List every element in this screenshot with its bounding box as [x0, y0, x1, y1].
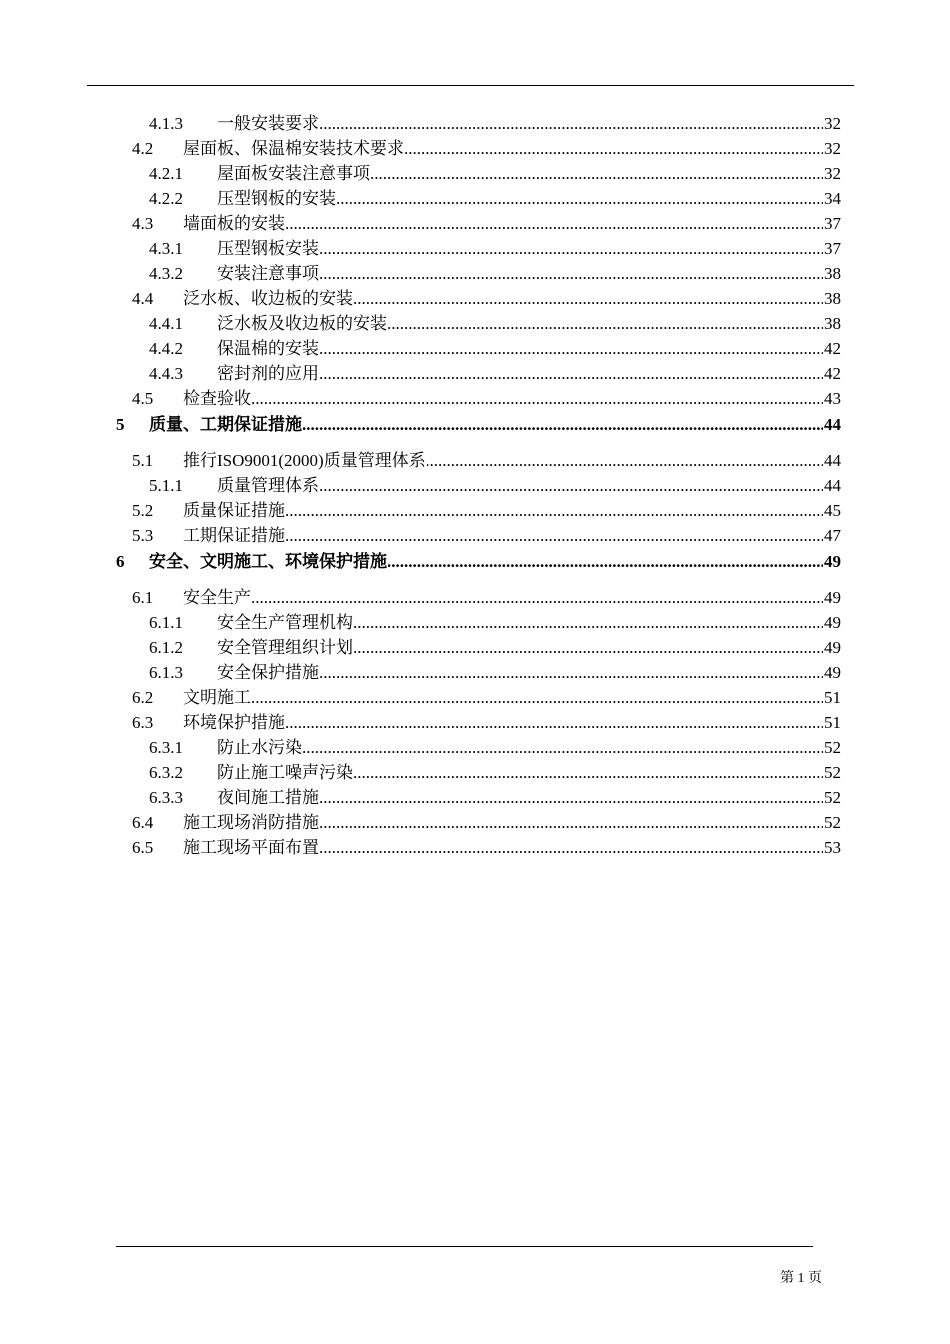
toc-entry-number: 6.1.3 — [149, 663, 183, 682]
toc-entry-page: 32 — [823, 161, 841, 186]
toc-entry-number: 4.3.2 — [149, 264, 183, 283]
toc-entry-page: 44 — [823, 473, 841, 498]
toc-entry-title: 防止水污染 — [217, 735, 303, 760]
toc-entry-title: 密封剂的应用 — [217, 361, 320, 386]
toc-entry-number: 6.3.3 — [149, 788, 183, 807]
toc-entry-number: 6.2 — [132, 688, 154, 707]
toc-entry[interactable] — [0, 710, 950, 735]
toc-entry[interactable] — [0, 361, 950, 386]
toc-entry-number: 5.3 — [132, 526, 154, 545]
toc-entry-number: 4.5 — [132, 389, 154, 408]
toc-entry-title: 质量保证措施 — [183, 498, 286, 523]
toc-entry-title: 屋面板、保温棉安装技术要求 — [183, 136, 405, 161]
toc-entry[interactable] — [0, 760, 950, 785]
toc-entry[interactable] — [0, 585, 950, 610]
toc-entry-page: 42 — [823, 336, 841, 361]
toc-entry-title: 施工现场消防措施 — [183, 810, 320, 835]
toc-entry[interactable] — [0, 810, 950, 835]
toc-entry-page: 53 — [823, 835, 841, 860]
toc-entry[interactable] — [0, 311, 950, 336]
toc-entry-title: 安全保护措施 — [217, 660, 320, 685]
toc-entry-title: 质量、工期保证措施 — [149, 415, 302, 434]
toc-entry-page: 37 — [823, 236, 841, 261]
toc-entry-page: 44 — [823, 448, 841, 473]
toc-entry-number: 4.3.1 — [149, 239, 183, 258]
toc-entry-title: 安装注意事项 — [217, 261, 320, 286]
toc-entry[interactable] — [0, 161, 950, 186]
toc-entry[interactable] — [0, 386, 950, 411]
toc-dot-leader — [217, 735, 838, 760]
toc-entry-page: 43 — [823, 386, 841, 411]
toc-entry[interactable] — [0, 635, 950, 660]
toc-entry-number: 4.4.1 — [149, 314, 183, 333]
toc-dot-leader — [183, 585, 838, 610]
toc-entry-number: 6.3.1 — [149, 738, 183, 757]
toc-entry-title: 施工现场平面布置 — [183, 835, 320, 860]
toc-entry[interactable] — [0, 211, 950, 236]
toc-entry-number: 6 — [116, 552, 125, 571]
toc-entry[interactable] — [0, 336, 950, 361]
toc-entry-number: 4.2.1 — [149, 164, 183, 183]
toc-entry[interactable] — [0, 186, 950, 211]
toc-entry-page: 49 — [823, 635, 841, 660]
toc-entry-number: 6.1 — [132, 588, 154, 607]
toc-entry-number: 5.1 — [132, 451, 154, 470]
toc-entry-number: 6.3.2 — [149, 763, 183, 782]
toc-entry-number: 4.1.3 — [149, 114, 183, 133]
toc-entry-title: 屋面板安装注意事项 — [217, 161, 371, 186]
toc-entry-number: 5.1.1 — [149, 476, 183, 495]
toc-entry-page: 47 — [823, 523, 841, 548]
toc-entry-page: 37 — [823, 211, 841, 236]
toc-entry-title: 一般安装要求 — [217, 111, 320, 136]
toc-entry[interactable] — [0, 414, 950, 448]
toc-entry-title: 泛水板及收边板的安装 — [217, 311, 388, 336]
toc-entry-page: 49 — [823, 585, 841, 610]
toc-entry[interactable] — [0, 261, 950, 286]
toc-entry-title: 安全生产管理机构 — [217, 610, 354, 635]
toc-entry-page: 38 — [823, 311, 841, 336]
footer-page-number: 第 1 页 — [780, 1271, 822, 1286]
toc-entry-page: 42 — [823, 361, 841, 386]
toc-entry[interactable] — [0, 498, 950, 523]
toc-entry-title: 安全、文明施工、环境保护措施 — [149, 552, 387, 571]
toc-entry-number: 6.4 — [132, 813, 154, 832]
toc-entry-title: 防止施工噪声污染 — [217, 760, 354, 785]
toc-entry-number: 5.2 — [132, 501, 154, 520]
toc-entry-title: 保温棉的安装 — [217, 336, 320, 361]
toc-entry[interactable] — [0, 685, 950, 710]
toc-dot-leader — [183, 386, 838, 411]
toc-entry[interactable] — [0, 785, 950, 810]
toc-entry[interactable] — [0, 473, 950, 498]
toc-entry-title: 墙面板的安装 — [183, 211, 286, 236]
toc-entry[interactable] — [0, 448, 950, 473]
header-rule — [87, 85, 854, 86]
toc-entry-page: 49 — [823, 660, 841, 685]
toc-entry-page: 49 — [824, 552, 841, 571]
toc-entry-page: 51 — [823, 710, 841, 735]
toc-entry-number: 4.2.2 — [149, 189, 183, 208]
toc-dot-leader — [183, 685, 838, 710]
toc-entry-page: 49 — [823, 610, 841, 635]
toc-entry[interactable] — [0, 523, 950, 548]
toc-entry-title: 压型钢板安装 — [217, 236, 320, 261]
toc-entry-number: 4.2 — [132, 139, 154, 158]
toc-entry-page: 32 — [823, 136, 841, 161]
toc-entry-title: 检查验收 — [183, 386, 252, 411]
toc-entry-number: 6.3 — [132, 713, 154, 732]
toc-entry-page: 52 — [823, 810, 841, 835]
toc-entry-number: 6.1.1 — [149, 613, 183, 632]
toc-entry-title: 文明施工 — [183, 685, 252, 710]
toc-entry-page: 44 — [824, 415, 841, 434]
toc-entry-title: 工期保证措施 — [183, 523, 286, 548]
toc-entry-title: 质量管理体系 — [217, 473, 320, 498]
toc-entry-number: 4.4 — [132, 289, 154, 308]
toc-entry[interactable] — [0, 286, 950, 311]
toc-entry-title: 安全管理组织计划 — [217, 635, 354, 660]
toc-entry-number: 4.4.3 — [149, 364, 183, 383]
toc-entry[interactable] — [0, 111, 950, 136]
toc-entry-page: 52 — [823, 760, 841, 785]
footer-rule — [116, 1246, 813, 1247]
toc-entry-page: 51 — [823, 685, 841, 710]
toc-entry[interactable] — [0, 551, 950, 585]
toc-entry[interactable] — [0, 610, 950, 635]
toc-entry-page: 52 — [823, 735, 841, 760]
toc-entry[interactable] — [0, 660, 950, 685]
toc-entry-title: 推行ISO9001(2000)质量管理体系 — [183, 448, 427, 473]
toc-entry[interactable] — [0, 735, 950, 760]
toc-entry-number: 6.5 — [132, 838, 154, 857]
toc-entry-number: 5 — [116, 415, 125, 434]
table-of-contents — [0, 111, 950, 860]
toc-entry-page: 38 — [823, 286, 841, 311]
toc-entry-title: 泛水板、收边板的安装 — [183, 286, 354, 311]
toc-entry-page: 34 — [823, 186, 841, 211]
toc-entry-title: 安全生产 — [183, 585, 252, 610]
toc-entry-number: 4.4.2 — [149, 339, 183, 358]
toc-entry[interactable] — [0, 835, 950, 860]
toc-entry-page: 32 — [823, 111, 841, 136]
toc-entry-page: 38 — [823, 261, 841, 286]
toc-entry-page: 52 — [823, 785, 841, 810]
toc-entry-title: 压型钢板的安装 — [217, 186, 337, 211]
toc-entry-title: 环境保护措施 — [183, 710, 286, 735]
toc-entry[interactable] — [0, 136, 950, 161]
toc-entry-number: 4.3 — [132, 214, 154, 233]
toc-entry[interactable] — [0, 236, 950, 261]
toc-entry-number: 6.1.2 — [149, 638, 183, 657]
toc-entry-page: 45 — [823, 498, 841, 523]
toc-entry-title: 夜间施工措施 — [217, 785, 320, 810]
